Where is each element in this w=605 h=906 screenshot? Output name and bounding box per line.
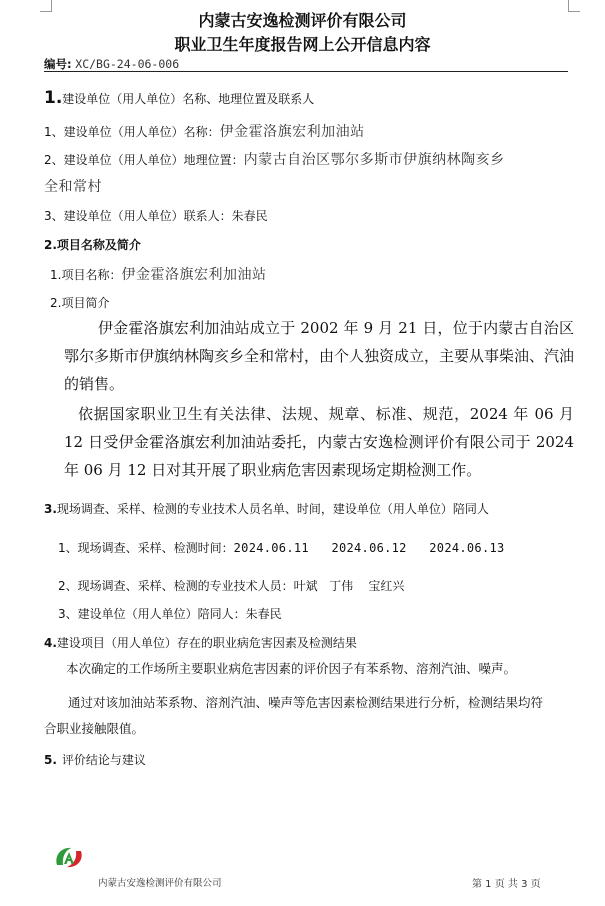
- escort-value: 朱春民: [245, 607, 282, 621]
- hazard-factors-paragraph: 本次确定的工作场所主要职业病危害因素的评价因子有苯系物、溶剂汽油、噪声。: [66, 661, 517, 676]
- project-name-label: 1.项目名称：: [50, 268, 122, 282]
- unit-location-label: 2、建设单位（用人单位）地理位置：: [44, 153, 244, 167]
- company-logo-mark: [54, 845, 84, 869]
- test-results-paragraph: 通过对该加油站苯系物、溶剂汽油、噪声等危害因素检测结果进行分析，检测结果均符合职业接触限值。: [44, 695, 544, 736]
- section-4-heading: [44, 634, 357, 651]
- unit-contact-label: 3、建设单位（用人单位）联系人：: [44, 209, 232, 223]
- section-4-heading-text: 建设项目（用人单位）存在的职业病危害因素及检测结果: [56, 636, 357, 650]
- company-logo: [54, 845, 84, 873]
- survey-time-label: 1、现场调查、采样、检测时间：: [58, 541, 234, 555]
- unit-location-value: 内蒙古自治区鄂尔多斯市伊旗纳林陶亥乡: [243, 152, 505, 168]
- document-number-value: XC/BG-24-06-006: [75, 57, 180, 71]
- section-2-heading: [44, 236, 141, 253]
- unit-location-value-cont: 全和常村: [44, 179, 102, 195]
- survey-staff-values: 叶斌 丁伟 宝红兴: [293, 579, 405, 593]
- project-intro-paragraph-2: 依据国家职业卫生有关法律、法规、规章、标准、规范，2024 年 06 月 12 日受伊金霍洛旗宏利加油站委托，内蒙古安逸检测评价有限公司于 2024 年 06 月 12 日对其开展了职业病危害因素现场定期检测工作。: [64, 405, 574, 479]
- section-4-number: 4.: [44, 636, 57, 650]
- section-1-heading-text: 建设单位（用人单位）名称、地理位置及联系人: [62, 92, 315, 106]
- escort-line: [58, 605, 282, 622]
- project-intro-paragraph-1: 伊金霍洛旗宏利加油站成立于 2002 年 9 月 21 日，位于内蒙古自治区鄂尔多斯市伊旗纳林陶亥乡全和常村，由个人独资成立，主要从事柴油、汽油的销售。: [64, 319, 575, 393]
- document-number-label: 编号:: [44, 57, 72, 71]
- section-2-heading-text: 项目名称及简介: [56, 238, 141, 252]
- section-5-heading: [44, 751, 146, 768]
- unit-location-line-2: [44, 176, 102, 196]
- header-rule: [44, 71, 568, 72]
- section-5-heading-text: 评价结论与建议: [61, 753, 146, 767]
- footer-page-info: 第 1 页 共 3 页: [472, 879, 541, 890]
- section-2-number: 2.: [44, 238, 57, 252]
- project-intro-label: 2.项目简介: [50, 296, 110, 310]
- section-5-number: 5.: [44, 753, 57, 767]
- unit-contact-value: 朱春民: [231, 209, 268, 223]
- section-3-heading: [44, 500, 489, 517]
- escort-label: 3、建设单位（用人单位）陪同人：: [58, 607, 246, 621]
- section-1-number: 1.: [44, 88, 63, 108]
- project-name-line: [50, 264, 266, 284]
- survey-time-line: [58, 539, 505, 556]
- section-3-number: 3.: [44, 502, 57, 516]
- company-title: 内蒙古安逸检测评价有限公司: [198, 11, 407, 30]
- unit-contact-line: [44, 207, 268, 224]
- survey-staff-label: 2、现场调查、采样、检测的专业技术人员：: [58, 579, 294, 593]
- survey-staff-line: [58, 577, 404, 594]
- survey-time-values: 2024.06.11 2024.06.12 2024.06.13: [233, 541, 505, 555]
- unit-name-value: 伊金霍洛旗宏利加油站: [219, 124, 365, 140]
- footer-company: 内蒙古安逸检测评价有限公司: [98, 878, 222, 889]
- unit-name-label: 1、建设单位（用人单位）名称：: [44, 125, 220, 139]
- document-number: [44, 56, 179, 72]
- unit-name-line: [44, 121, 365, 141]
- document-title: 职业卫生年度报告网上公开信息内容: [174, 35, 431, 54]
- project-name-value: 伊金霍洛旗宏利加油站: [121, 267, 267, 283]
- section-1-heading: [44, 88, 314, 108]
- unit-location-line: [44, 149, 505, 169]
- section-3-heading-text: 现场调查、采样、检测的专业技术人员名单、时间，建设单位（用人单位）陪同人: [56, 502, 489, 516]
